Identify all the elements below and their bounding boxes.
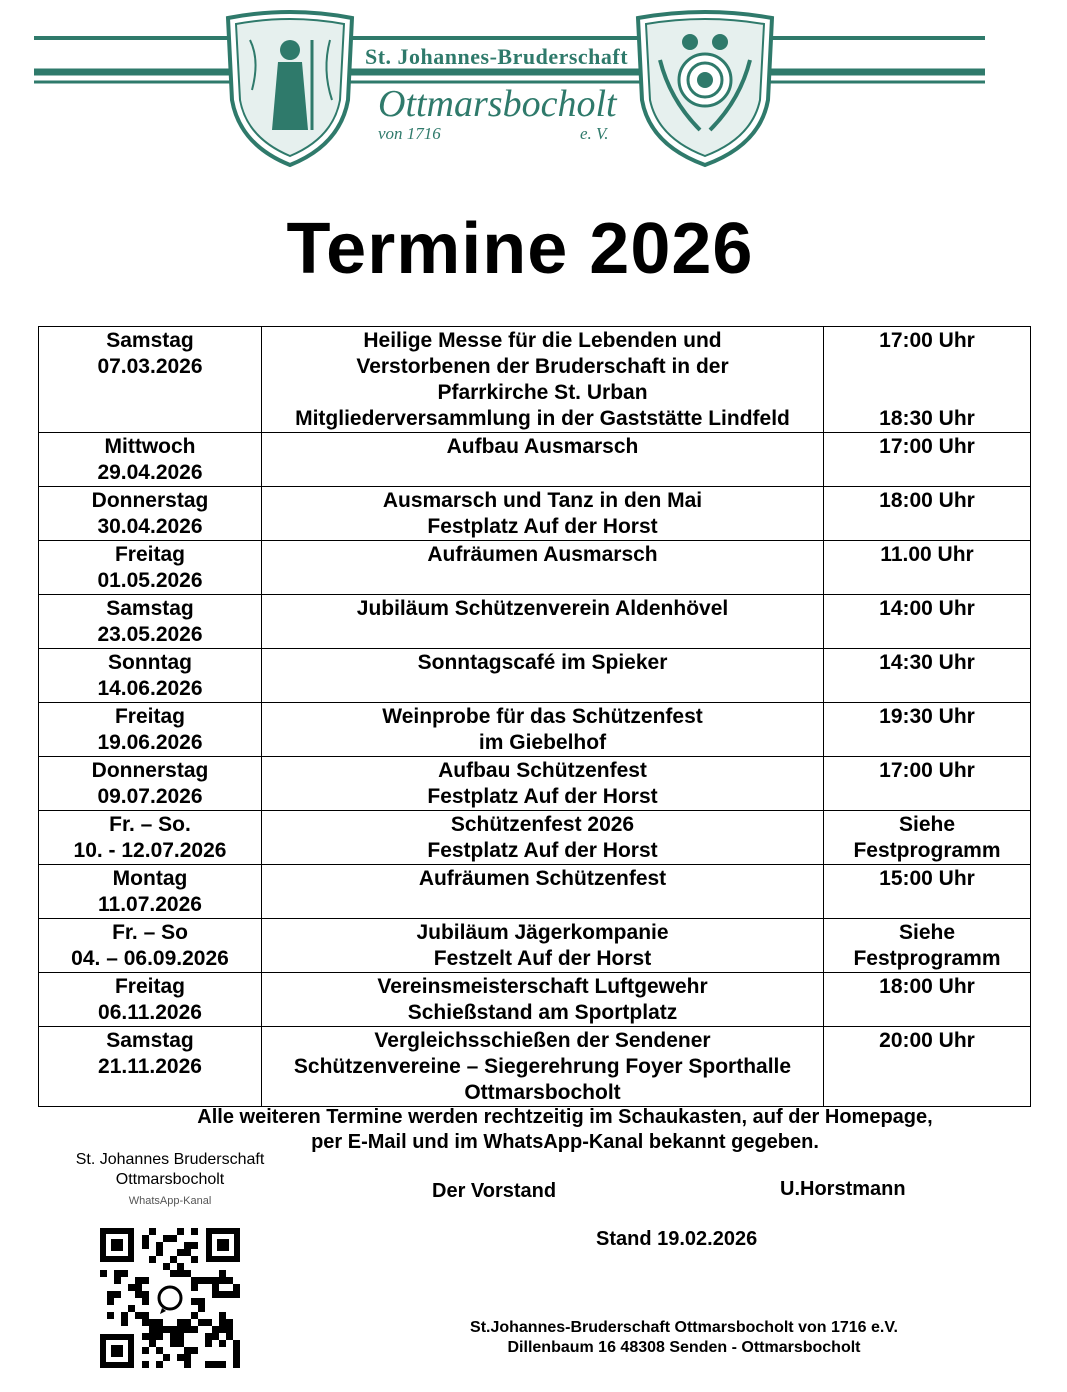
event-date-line: 10. - 12.07.2026 <box>73 839 227 862</box>
event-description <box>262 757 824 811</box>
event-description-line: Aufbau Ausmarsch <box>446 435 639 458</box>
page-title: Termine 2026 <box>286 209 754 289</box>
event-time-line: Siehe <box>898 813 956 836</box>
event-description-line: Ausmarsch und Tanz in den Mai <box>382 489 703 512</box>
address-block <box>440 1318 928 1358</box>
event-time <box>824 865 1031 919</box>
event-date-line: 14.06.2026 <box>97 677 203 700</box>
event-description-line: Vergleichsschießen der Sendener <box>374 1029 711 1052</box>
event-date-line: Sonntag <box>108 651 192 674</box>
event-date-line: Donnerstag <box>91 489 209 512</box>
event-time-line: 14:00 Uhr <box>879 597 975 620</box>
event-description-line: Weinprobe für das Schützenfest <box>382 705 703 728</box>
event-date <box>39 811 262 865</box>
event-time-line: 11.00 Uhr <box>880 543 974 566</box>
event-description-line: Ottmarsbocholt <box>464 1081 621 1104</box>
event-date <box>39 327 262 433</box>
event-description-line: Aufbau Schützenfest <box>438 759 647 782</box>
event-row <box>39 757 1031 811</box>
event-row <box>39 811 1031 865</box>
event-description <box>262 919 824 973</box>
event-date <box>39 649 262 703</box>
event-date-line: 09.07.2026 <box>97 785 203 808</box>
address-line-2: Dillenbaum 16 48308 Senden - Ottmarsbocholt <box>507 1339 861 1356</box>
event-date-line: 29.04.2026 <box>97 461 203 484</box>
event-date <box>39 595 262 649</box>
event-row <box>39 327 1031 433</box>
event-time <box>824 487 1031 541</box>
club-since: von 1716 <box>378 124 441 143</box>
event-date-line: Samstag <box>106 1029 194 1052</box>
club-suffix: e. V. <box>580 124 609 143</box>
event-date-line: Fr. – So <box>112 921 188 944</box>
event-description-line: Schießstand am Sportplatz <box>407 1001 678 1024</box>
event-description <box>262 703 824 757</box>
event-description-line: Schützenfest 2026 <box>450 813 635 836</box>
event-date-line: 07.03.2026 <box>97 355 203 378</box>
event-time-line: 18:00 Uhr <box>879 489 975 512</box>
event-date <box>39 973 262 1027</box>
event-date <box>39 541 262 595</box>
saint-shield-icon <box>228 12 352 165</box>
event-date-line: Freitag <box>114 975 185 998</box>
event-time <box>824 327 1031 433</box>
event-date <box>39 703 262 757</box>
whatsapp-qr-code-icon[interactable] <box>100 1228 240 1368</box>
event-description-line: Festplatz Auf der Horst <box>427 515 658 538</box>
event-description-line: Mitgliederversammlung in der Gaststätte Lindfeld <box>295 407 790 430</box>
event-description-line: Pfarrkirche St. Urban <box>437 381 648 404</box>
qr-caption-sub: WhatsApp-Kanal <box>128 1195 212 1207</box>
event-description-line: Verstorbenen der Bruderschaft in der <box>356 355 729 378</box>
club-name: St. Johannes-Bruderschaft <box>365 44 629 69</box>
event-date-line: Freitag <box>114 705 185 728</box>
target-shield-icon <box>638 12 772 165</box>
event-time <box>824 919 1031 973</box>
event-date-line: Freitag <box>114 543 185 566</box>
event-time-line: Siehe <box>898 921 956 944</box>
event-date-line: Fr. – So. <box>109 813 191 836</box>
event-time <box>824 973 1031 1027</box>
event-time <box>824 1027 1031 1107</box>
event-description-line: Jubiläum Jägerkompanie <box>416 921 669 944</box>
event-row <box>39 541 1031 595</box>
event-row <box>39 865 1031 919</box>
event-date <box>39 865 262 919</box>
event-time-line: 17:00 Uhr <box>879 329 975 352</box>
event-description <box>262 649 824 703</box>
letterhead <box>0 0 1067 175</box>
event-description-line: Aufräumen Schützenfest <box>418 867 667 890</box>
event-description-line: Festplatz Auf der Horst <box>427 785 658 808</box>
event-date-line: Samstag <box>106 597 194 620</box>
event-row <box>39 919 1031 973</box>
event-date-line: 04. – 06.09.2026 <box>71 947 229 970</box>
event-row <box>39 487 1031 541</box>
stand-date: Stand 19.02.2026 <box>596 1228 758 1250</box>
event-time-line: 17:00 Uhr <box>879 759 975 782</box>
event-time <box>824 757 1031 811</box>
event-date-line: Samstag <box>106 329 194 352</box>
event-time <box>824 541 1031 595</box>
event-description-line: Heilige Messe für die Lebenden und <box>363 329 722 352</box>
event-date <box>39 1027 262 1107</box>
event-time-line: 18:30 Uhr <box>879 407 975 430</box>
board-signature: Der Vorstand <box>432 1180 557 1202</box>
event-date-line: Mittwoch <box>104 435 196 458</box>
event-date <box>39 487 262 541</box>
event-date-line: 23.05.2026 <box>97 623 203 646</box>
event-date <box>39 919 262 973</box>
event-description <box>262 595 824 649</box>
event-description <box>262 865 824 919</box>
event-time <box>824 595 1031 649</box>
event-time-line: 18:00 Uhr <box>879 975 975 998</box>
event-time <box>824 811 1031 865</box>
event-description <box>262 811 824 865</box>
event-date-line: 21.11.2026 <box>98 1055 202 1078</box>
events-table <box>38 326 1031 1107</box>
event-row <box>39 973 1031 1027</box>
event-description <box>262 1027 824 1107</box>
event-time-line: 14:30 Uhr <box>879 651 975 674</box>
event-description <box>262 487 824 541</box>
event-time-line: 20:00 Uhr <box>879 1029 975 1052</box>
footer-note <box>120 1105 1010 1155</box>
event-time-line: Festprogramm <box>853 947 1001 970</box>
qr-caption-line-1: St. Johannes Bruderschaft <box>75 1151 265 1168</box>
event-description-line: Aufräumen Ausmarsch <box>427 543 658 566</box>
event-time <box>824 703 1031 757</box>
signer-name: U.Horstmann <box>780 1178 906 1200</box>
footer-note-line-2: per E-Mail und im WhatsApp-Kanal bekannt gegeben. <box>311 1131 819 1153</box>
event-description <box>262 973 824 1027</box>
event-date <box>39 433 262 487</box>
event-time <box>824 649 1031 703</box>
event-time-line: Festprogramm <box>853 839 1001 862</box>
event-row <box>39 1027 1031 1107</box>
address-line-1: St.Johannes-Bruderschaft Ottmarsbocholt von 1716 e.V. <box>470 1319 898 1336</box>
event-description-line: Vereinsmeisterschaft Luftgewehr <box>377 975 708 998</box>
event-description-line: Festplatz Auf der Horst <box>427 839 658 862</box>
event-date <box>39 757 262 811</box>
event-date-line: Donnerstag <box>91 759 209 782</box>
event-date-line: 06.11.2026 <box>98 1001 202 1024</box>
event-date-line: 11.07.2026 <box>98 893 202 916</box>
event-description-line: Festzelt Auf der Horst <box>433 947 652 970</box>
event-description <box>262 327 824 433</box>
event-description-line: Sonntagscafé im Spieker <box>417 651 668 674</box>
event-description-line: Jubiläum Schützenverein Aldenhövel <box>356 597 729 620</box>
footer-note-line-1: Alle weiteren Termine werden rechtzeitig im Schaukasten, auf der Homepage, <box>197 1106 933 1128</box>
event-description-line: Schützenvereine – Siegerehrung Foyer Sporthalle <box>293 1055 792 1078</box>
event-row <box>39 595 1031 649</box>
event-row <box>39 649 1031 703</box>
club-place: Ottmarsbocholt <box>378 83 617 125</box>
qr-caption-line-2: Ottmarsbocholt <box>115 1171 225 1188</box>
event-date-line: 30.04.2026 <box>97 515 203 538</box>
event-time-line: 15:00 Uhr <box>879 867 975 890</box>
event-time <box>824 433 1031 487</box>
event-date-line: Montag <box>112 867 188 890</box>
event-description <box>262 433 824 487</box>
event-time-line: 17:00 Uhr <box>879 435 975 458</box>
event-description <box>262 541 824 595</box>
event-date-line: 19.06.2026 <box>97 731 203 754</box>
event-description-line: im Giebelhof <box>478 731 607 754</box>
event-date-line: 01.05.2026 <box>97 569 203 592</box>
event-row <box>39 703 1031 757</box>
event-time-line: 19:30 Uhr <box>879 705 975 728</box>
event-row <box>39 433 1031 487</box>
qr-caption <box>60 1150 280 1211</box>
